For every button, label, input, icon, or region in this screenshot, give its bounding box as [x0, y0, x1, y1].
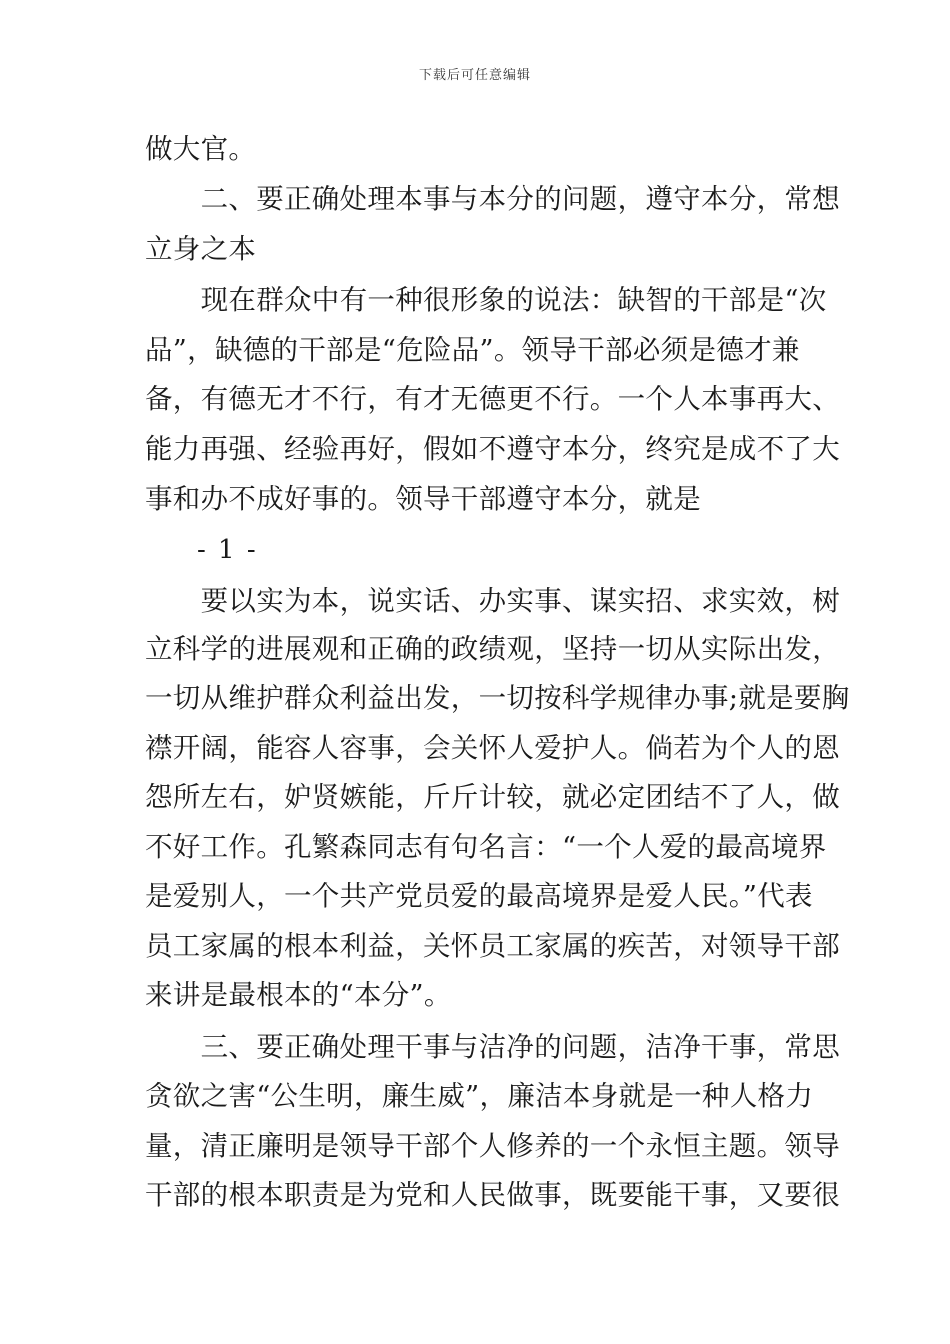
text-line: 品”，缺德的干部是“危险品”。领导干部必须是德才兼 — [145, 334, 800, 366]
text-line: 现在群众中有一种很形象的说法：缺智的干部是“次 — [145, 284, 827, 316]
text-line: 能力再强、经验再好，假如不遵守本分，终究是成不了大 — [145, 433, 840, 465]
text-line: 襟开阔，能容人容事，会关怀人爱护人。倘若为个人的恩 — [145, 732, 840, 764]
text-line: 贪欲之害“公生明，廉生威”，廉洁本身就是一种人格力 — [145, 1080, 814, 1112]
page-number: - 1 - — [197, 535, 258, 565]
text-line: 立科学的进展观和正确的政绩观，坚持一切从实际出发， — [145, 633, 840, 665]
text-line: 量，清正廉明是领导干部个人修养的一个永恒主题。领导 — [145, 1130, 840, 1162]
text-line: 要以实为本，说实话、办实事、谋实招、求实效，树 — [145, 585, 840, 617]
text-line: 三、要正确处理干事与洁净的问题，洁净干事，常思 — [145, 1031, 840, 1063]
text-line: 二、要正确处理本事与本分的问题，遵守本分，常想 — [145, 183, 840, 215]
header-note: 下载后可任意编辑 — [418, 68, 531, 83]
text-line: 不好工作。孔繁森同志有句名言：“一个人爱的最高境界 — [145, 831, 827, 863]
text-line: 立身之本 — [145, 233, 257, 265]
text-line: 员工家属的根本利益，关怀员工家属的疾苦，对领导干部 — [145, 930, 840, 962]
text-line: 怨所左右，妒贤嫉能，斤斤计较，就必定团结不了人，做 — [145, 781, 840, 813]
text-line: 做大官。 — [145, 133, 257, 165]
text-line: 干部的根本职责是为党和人民做事，既要能干事，又要很 — [145, 1179, 840, 1211]
text-line: 来讲是最根本的“本分”。 — [145, 979, 452, 1011]
text-line: 一切从维护群众利益出发，一切按科学规律办事;就是要胸 — [145, 682, 850, 714]
text-line: 备，有德无才不行，有才无德更不行。一个人本事再大、 — [145, 383, 840, 415]
text-line: 事和办不成好事的。领导干部遵守本分，就是 — [145, 483, 701, 515]
text-line: 是爱别人，一个共产党员爱的最高境界是爱人民。”代表 — [145, 880, 813, 912]
